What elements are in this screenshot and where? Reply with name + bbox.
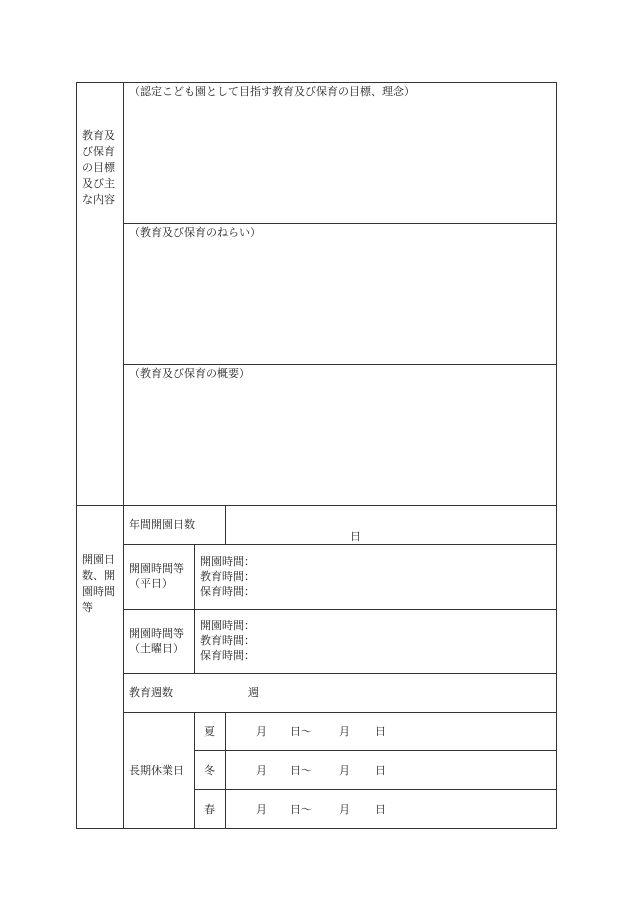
season-summer: 夏 xyxy=(204,725,215,738)
hours-divider xyxy=(194,544,195,674)
frame-top xyxy=(76,82,557,83)
section1-bottom xyxy=(76,505,557,506)
winter-day-end: 日 xyxy=(375,764,386,777)
spring-day-end: 日 xyxy=(375,803,386,816)
summer-bottom xyxy=(194,750,557,751)
season-winter: 冬 xyxy=(204,764,215,777)
box1-title: （認定こども園として目指す教育及び保育の目標、理念） xyxy=(129,85,415,98)
spring-month-end: 月 xyxy=(339,803,350,816)
box2-bottom xyxy=(123,364,557,365)
winter-day-start: 日～ xyxy=(290,764,312,777)
annual-days-unit: 日 xyxy=(350,530,361,543)
winter-month-start: 月 xyxy=(256,764,267,777)
summer-month-start: 月 xyxy=(256,725,267,738)
saturday-items: 開園時間： 教育時間： 保育時間： xyxy=(200,619,255,662)
frame-right xyxy=(556,82,557,829)
weeks-bottom xyxy=(123,712,557,713)
saturday-bottom xyxy=(123,673,557,674)
section1-label: 教育及 び保育 の目標 及び主 な内容 xyxy=(82,129,115,206)
weeks-unit: 週 xyxy=(248,686,259,699)
section2-label: 開園日 数、開 園時間 等 xyxy=(82,553,115,614)
weeks-label: 教育週数 xyxy=(129,686,173,699)
spring-month-start: 月 xyxy=(256,803,267,816)
weekday-label: 開園時間等 （平日） xyxy=(129,562,184,590)
saturday-label: 開園時間等 （土曜日） xyxy=(129,627,184,655)
frame-bottom xyxy=(76,828,557,829)
summer-month-end: 月 xyxy=(339,725,350,738)
box3-title: （教育及び保育の概要） xyxy=(129,367,250,380)
box2-title: （教育及び保育のねらい） xyxy=(129,226,261,239)
weekday-bottom xyxy=(123,609,557,610)
annual-days-bottom xyxy=(123,544,557,545)
frame-left xyxy=(76,82,77,829)
holidays-label-divider xyxy=(194,712,195,829)
summer-day-start: 日～ xyxy=(290,725,312,738)
weekday-items: 開園時間： 教育時間： 保育時間： xyxy=(200,555,255,598)
winter-month-end: 月 xyxy=(339,764,350,777)
spring-day-start: 日～ xyxy=(290,803,312,816)
label-column-divider xyxy=(123,82,124,829)
season-spring: 春 xyxy=(204,803,215,816)
winter-bottom xyxy=(194,789,557,790)
annual-days-divider xyxy=(225,505,226,545)
summer-day-end: 日 xyxy=(375,725,386,738)
season-divider xyxy=(225,712,226,829)
holidays-label: 長期休業日 xyxy=(129,764,184,777)
annual-days-label: 年間開園日数 xyxy=(129,518,195,531)
box1-bottom xyxy=(123,223,557,224)
